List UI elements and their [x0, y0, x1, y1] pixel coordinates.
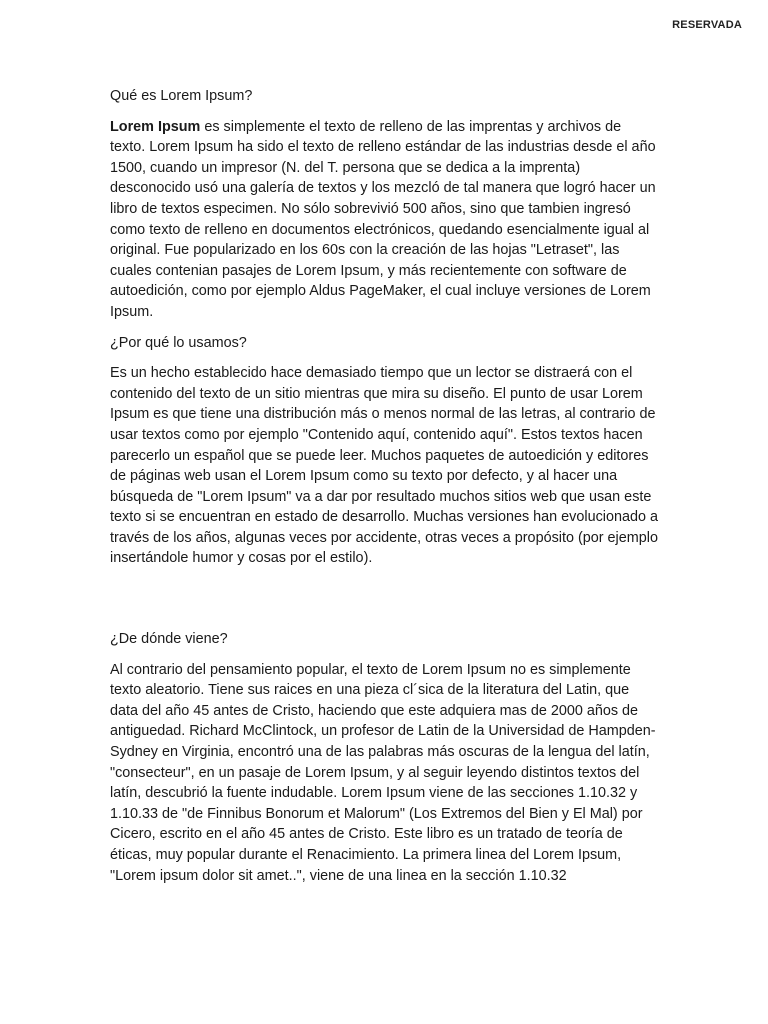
section-heading: ¿Por qué lo usamos?: [110, 334, 247, 351]
paragraph-text: es simplemente el texto de relleno de las imprentas y archivos de texto. Lorem Ipsum ha sido el texto de relleno estándar de las industrias desde el año 1500, cuando un impresor (N. del T. persona que se dedica a la imprenta) desconocido usó una galería de textos y los mezcló de tal manera que logró hacer un libro de textos especimen. No sólo sobrevivió 500 años, sino que tambien ingresó como texto de relleno en documentos electrónicos, quedando esencialmente igual al original. Fue popularizado en los 60s con la creación de las hojas "Letraset", las cuales contenian pasajes de Lorem Ipsum, y más recientemente con software de autoedición, como por ejemplo Aldus PageMaker, el cual incluye versiones de Lorem Ipsum.: [110, 118, 656, 320]
section-heading: Qué es Lorem Ipsum?: [110, 88, 253, 104]
section-paragraph: [110, 117, 660, 323]
section-paragraph: Es un hecho establecido hace demasiado tiempo que un lector se distraerá con el contenido del texto de un sitio mientras que mira su diseño. El punto de usar Lorem Ipsum es que tiene una distribución más o menos normal de las letras, al contrario de usar textos como por ejemplo "Contenido aquí, contenido aquí". Estos textos hacen parecerlo un español que se puede leer. Muchos paquetes de autoedición y editores de páginas web usan el Lorem Ipsum como su texto por defecto, y al hacer una búsqueda de "Lorem Ipsum" va a dar por resultado muchos sitios web que usan este texto si se encuentran en estado de desarrollo. Muchas versiones han evolucionado a través de los años, algunas veces por accidente, otras veces a propósito (por ejemplo insertándole humor y cosas por el estilo).: [110, 365, 658, 567]
section-heading: ¿De dónde viene?: [110, 631, 228, 648]
section-paragraph: Al contrario del pensamiento popular, el texto de Lorem Ipsum no es simplemente texto aleatorio. Tiene sus raices en una pieza cl´sica de la literatura del Latin, que data del año 45 antes de Cristo, haciendo que este adquiera mas de 2000 años de antiguedad. Richard McClintock, un profesor de Latin de la Universidad de Hampden-Sydney en Virginia, encontró una de las palabras más oscuras de la lengua del latín, "consecteur", en un pasaje de Lorem Ipsum, y al seguir leyendo distintos textos del latín, descubrió la fuente indudable. Lorem Ipsum viene de las secciones 1.10.32 y 1.10.33 de "de Finnibus Bonorum et Malorum" (Los Extremos del Bien y El Mal) por Cicero, escrito en el año 45 antes de Cristo. Este libro es un tratado de teoría de éticas, muy popular durante el Renacimiento. La primera linea del Lorem Ipsum, "Lorem ipsum dolor sit amet..", viene de una linea en la sección 1.10.32: [110, 661, 656, 884]
classification-label: RESERVADA: [672, 19, 742, 31]
section-why-use: [110, 333, 660, 570]
spacer: [110, 579, 660, 629]
document-body: [110, 86, 660, 896]
section-what-is: [110, 86, 660, 323]
section-where-from: [110, 629, 660, 886]
bold-lead-term: Lorem Ipsum: [110, 118, 201, 135]
